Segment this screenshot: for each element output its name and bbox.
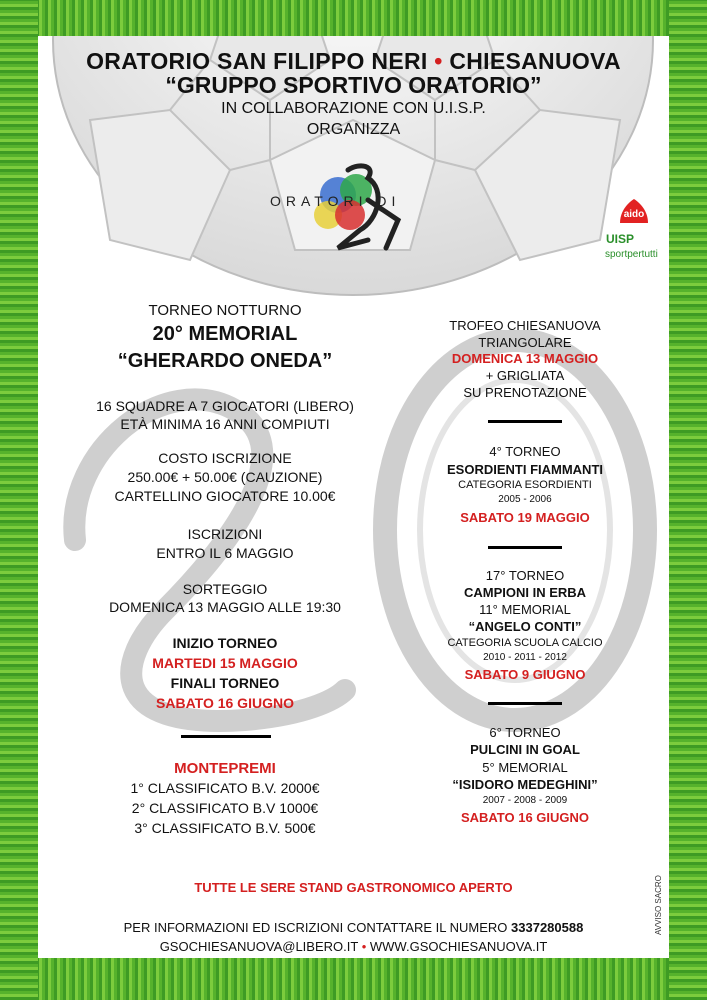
organizer-title [60, 48, 647, 75]
oratori-logo-text: ORATORI DI [270, 193, 401, 209]
separator-dot: • [361, 939, 367, 954]
tournament-6-memorial-name: “ISIDORO MEDEGHINI” [452, 777, 598, 792]
prizes-heading: MONTEPREMI [174, 760, 276, 777]
contact-web-line [60, 939, 647, 954]
memorial-name: “GHERARDO ONEDA” [117, 350, 333, 372]
grass-border-left [0, 0, 38, 1000]
tournament-17-years: 2010 - 2011 - 2012 [483, 652, 567, 663]
tournament-6-memorial: 5° MEMORIAL [482, 760, 568, 775]
organizer-location: CHIESANUOVA [449, 48, 621, 74]
contact-email[interactable]: GSOCHIESANUOVA@LIBERO.IT [159, 939, 359, 954]
cost-amount: 250.00€ + 50.00€ (CAUZIONE) [127, 469, 323, 485]
grass-border-bottom [0, 958, 707, 1000]
registration-heading: ISCRIZIONI [187, 526, 263, 542]
tournament-17-name: CAMPIONI IN ERBA [463, 585, 587, 600]
divider-right-2 [488, 546, 562, 549]
start-date: MARTEDI 15 MAGGIO [152, 655, 298, 671]
teams-info: 16 SQUADRE A 7 GIOCATORI (LIBERO) [96, 398, 354, 414]
finals-heading: FINALI TORNEO [170, 675, 280, 691]
tournament-17-category: CATEGORIA SCUOLA CALCIO [447, 637, 603, 649]
uisp-tagline: sportpertutti [605, 249, 658, 260]
organizer-name: ORATORIO SAN FILIPPO NERI [86, 48, 428, 74]
divider-right-3 [488, 702, 562, 705]
tournament-6-date: SABATO 16 GIUGNO [460, 810, 590, 825]
tournament-6-edition: 6° TORNEO [489, 725, 561, 740]
tournament-4-edition: 4° TORNEO [489, 444, 561, 459]
aido-logo-text: aido [623, 209, 645, 220]
tournament-4-years: 2005 - 2006 [498, 494, 552, 505]
trophy-extra: + GRIGLIATA [485, 368, 565, 383]
contact-line [60, 920, 647, 935]
prize-third: 3° CLASSIFICATO B.V. 500€ [134, 820, 316, 836]
tournament-17-date: SABATO 9 GIUGNO [464, 667, 586, 682]
tournament-6-years: 2007 - 2008 - 2009 [482, 795, 568, 806]
finals-date: SABATO 16 GIUGNO [156, 695, 294, 711]
night-tournament-label: TORNEO NOTTURNO [148, 302, 302, 319]
separator-dot: • [434, 48, 443, 74]
registration-deadline: ENTRO IL 6 MAGGIO [156, 545, 294, 561]
age-info: ETÀ MINIMA 16 ANNI COMPIUTI [120, 416, 330, 432]
tournament-17-memorial-name: “ANGELO CONTI” [468, 619, 582, 634]
tournament-4-name: ESORDIENTI FIAMMANTI [447, 462, 603, 477]
tournament-17-edition: 17° TORNEO [485, 568, 565, 583]
cost-heading: COSTO ISCRIZIONE [158, 450, 292, 466]
group-name: “GRUPPO SPORTIVO ORATORIO” [165, 72, 542, 98]
memorial-title: 20° MEMORIAL [152, 323, 298, 345]
prize-second: 2° CLASSIFICATO B.V 1000€ [131, 800, 319, 816]
organizes-line: ORGANIZZA [306, 121, 401, 138]
draw-date: DOMENICA 13 MAGGIO ALLE 19:30 [109, 599, 341, 615]
tournament-17-memorial: 11° MEMORIAL [479, 602, 571, 617]
grass-border-top [0, 0, 707, 36]
soccer-ball-illustration [30, 0, 677, 300]
tournament-6-name: PULCINI IN GOAL [470, 742, 580, 757]
player-card-cost: CARTELLINO GIOCATORE 10.00€ [114, 488, 336, 504]
uisp-logo: UISP [606, 232, 635, 246]
food-stand-notice: TUTTE LE SERE STAND GASTRONOMICO APERTO [194, 880, 513, 895]
contact-phone: 3337280588 [511, 920, 584, 935]
trophy-title: TROFEO CHIESANUOVA [449, 318, 601, 333]
poster-print-credit: AVVISO SACRO [654, 875, 663, 935]
collaboration-line: IN COLLABORAZIONE CON U.I.S.P. [221, 100, 486, 117]
start-heading: INIZIO TORNEO [172, 635, 278, 651]
trophy-date: DOMENICA 13 MAGGIO [451, 351, 599, 366]
prize-first: 1° CLASSIFICATO B.V. 2000€ [130, 780, 320, 796]
tournament-4-category: CATEGORIA ESORDIENTI [458, 479, 592, 491]
divider-right-1 [488, 420, 562, 423]
divider-left [181, 735, 271, 738]
contact-website[interactable]: WWW.GSOCHIESANUOVA.IT [369, 939, 548, 954]
contact-text: PER INFORMAZIONI ED ISCRIZIONI CONTATTARE IL NUMERO [123, 920, 508, 935]
trophy-type: TRIANGOLARE [478, 335, 572, 350]
draw-heading: SORTEGGIO [182, 581, 268, 597]
trophy-booking: SU PRENOTAZIONE [463, 385, 587, 400]
tournament-4-date: SABATO 19 MAGGIO [460, 510, 590, 525]
grass-border-right [669, 0, 707, 1000]
